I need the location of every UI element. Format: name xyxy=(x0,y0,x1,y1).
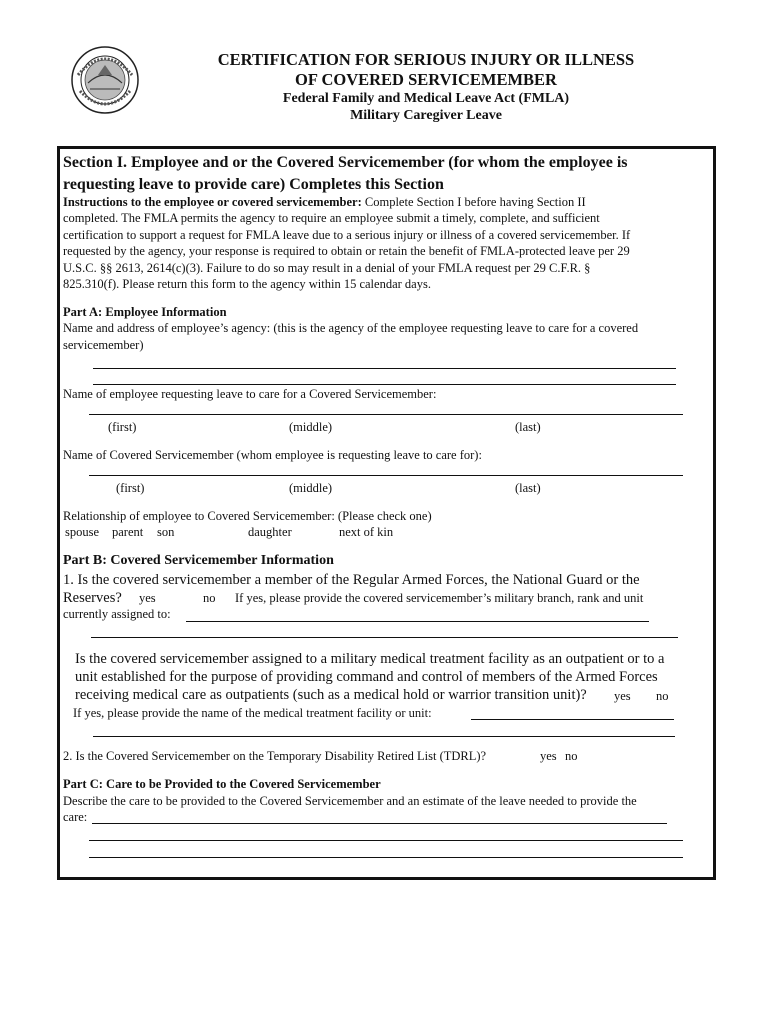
partA-heading: Part A: Employee Information xyxy=(63,305,227,319)
section1-heading-line1: Section I. Employee and or the Covered Servicemember (for whom the employee is xyxy=(63,154,628,171)
subtitle-line-1: Federal Family and Medical Leave Act (FMLA) xyxy=(282,91,570,106)
care-field-line3[interactable] xyxy=(89,857,683,858)
employee-last-label: (last) xyxy=(515,420,541,434)
q1b-facility-field[interactable] xyxy=(471,719,674,720)
title-line-2: OF COVERED SERVICEMEMBER xyxy=(295,70,557,89)
employee-middle-label: (middle) xyxy=(289,420,333,434)
partC-heading: Part C: Care to be Provided to the Covered Servicemember xyxy=(63,777,381,791)
agency-label-line1: Name and address of employee’s agency: (this is the agency of the employee requesting leave to care for a covered xyxy=(63,321,639,335)
q1b-facility-field-2[interactable] xyxy=(93,736,675,737)
instructions-line5: U.S.C. §§ 2613, 2614(c)(3). Failure to do so may result in a denial of your FMLA request per 29 C.F.R. § xyxy=(63,261,591,275)
q1b-yes-option[interactable]: yes xyxy=(614,689,631,703)
instructions-line3: certification to support a request for FMLA leave due to a serious injury or illness of a covered servicemember. If xyxy=(63,228,631,242)
servicemember-middle-label: (middle) xyxy=(289,481,333,495)
partB-heading: Part B: Covered Servicemember Information xyxy=(63,553,334,568)
servicemember-last-label: (last) xyxy=(515,481,541,495)
q1-line1: 1. Is the covered servicemember a member of the Regular Armed Forces, the National Guard or the xyxy=(63,572,640,588)
servicemember-first-label: (first) xyxy=(116,481,145,495)
servicemember-name-label: Name of Covered Servicemember (whom employee is requesting leave to care for): xyxy=(63,448,482,462)
q2-yes-option[interactable]: yes xyxy=(540,749,557,763)
option-next-of-kin[interactable]: next of kin xyxy=(339,525,394,539)
q1b-no-option[interactable]: no xyxy=(656,689,669,703)
q1b-line3: receiving medical care as outpatients (such as a medical hold or warrior transition unit)? xyxy=(75,687,587,703)
q2-text: 2. Is the Covered Servicemember on the Temporary Disability Retired List (TDRL)? xyxy=(63,749,487,763)
title-line-1: CERTIFICATION FOR SERIOUS INJURY OR ILLNESS xyxy=(217,50,635,69)
option-daughter[interactable]: daughter xyxy=(248,525,292,539)
q1-no-option[interactable]: no xyxy=(203,591,216,605)
partC-describe-line2: care: xyxy=(63,810,88,824)
care-field-line1[interactable] xyxy=(92,823,667,824)
employee-name-field[interactable] xyxy=(89,414,683,415)
relationship-label: Relationship of employee to Covered Servicemember: (Please check one) xyxy=(63,509,432,523)
employee-first-label: (first) xyxy=(108,420,137,434)
section1-heading-line2: requesting leave to provide care) Completes this Section xyxy=(63,176,444,193)
partC-describe-line1: Describe the care to be provided to the Covered Servicemember and an estimate of the leave needed to provide the xyxy=(63,794,637,808)
q2-no-option[interactable]: no xyxy=(565,749,578,763)
q1b-line2: unit established for the purpose of providing command and control of members of the Armed Forces xyxy=(75,669,658,685)
q1-yes-option[interactable]: yes xyxy=(139,591,156,605)
agency-field-line2[interactable] xyxy=(93,384,676,385)
care-field-line2[interactable] xyxy=(89,840,683,841)
instructions-line2: completed. The FMLA permits the agency to require an employee submit a timely, complete, and sufficient xyxy=(63,211,600,225)
q1-ifyes-text: If yes, please provide the covered servicemember’s military branch, rank and unit xyxy=(235,591,644,605)
agency-label-line2: servicemember) xyxy=(63,338,144,352)
servicemember-name-field[interactable] xyxy=(89,475,683,476)
q1b-ifyes-label: If yes, please provide the name of the medical treatment facility or unit: xyxy=(73,706,432,720)
agency-field-line1[interactable] xyxy=(93,368,676,369)
q1-assigned-label: currently assigned to: xyxy=(63,607,171,621)
instructions-line4: requested by the agency, your response is required to obtain or retain the benefit of FMLA-protected leave per 29 xyxy=(63,244,630,258)
instructions-text: Complete Section I before having Section II xyxy=(361,195,586,209)
employee-name-label: Name of employee requesting leave to care for a Covered Servicemember: xyxy=(63,387,437,401)
q1-assigned-field-2[interactable] xyxy=(91,637,678,638)
instructions-bold: Instructions to the employee or covered servicemember: xyxy=(63,195,362,209)
q1-reserves: Reserves? xyxy=(63,590,122,606)
instructions-line1 xyxy=(63,195,586,210)
q1-assigned-field[interactable] xyxy=(186,621,649,622)
instructions-line6: 825.310(f). Please return this form to the agency within 15 calendar days. xyxy=(63,277,431,291)
option-parent[interactable]: parent xyxy=(112,525,144,539)
q1b-line1: Is the covered servicemember assigned to a military medical treatment facility as an outpatient or to a xyxy=(75,651,665,667)
option-spouse[interactable]: spouse xyxy=(65,525,100,539)
option-son[interactable]: son xyxy=(157,525,175,539)
subtitle-line-2: Military Caregiver Leave xyxy=(350,108,502,123)
